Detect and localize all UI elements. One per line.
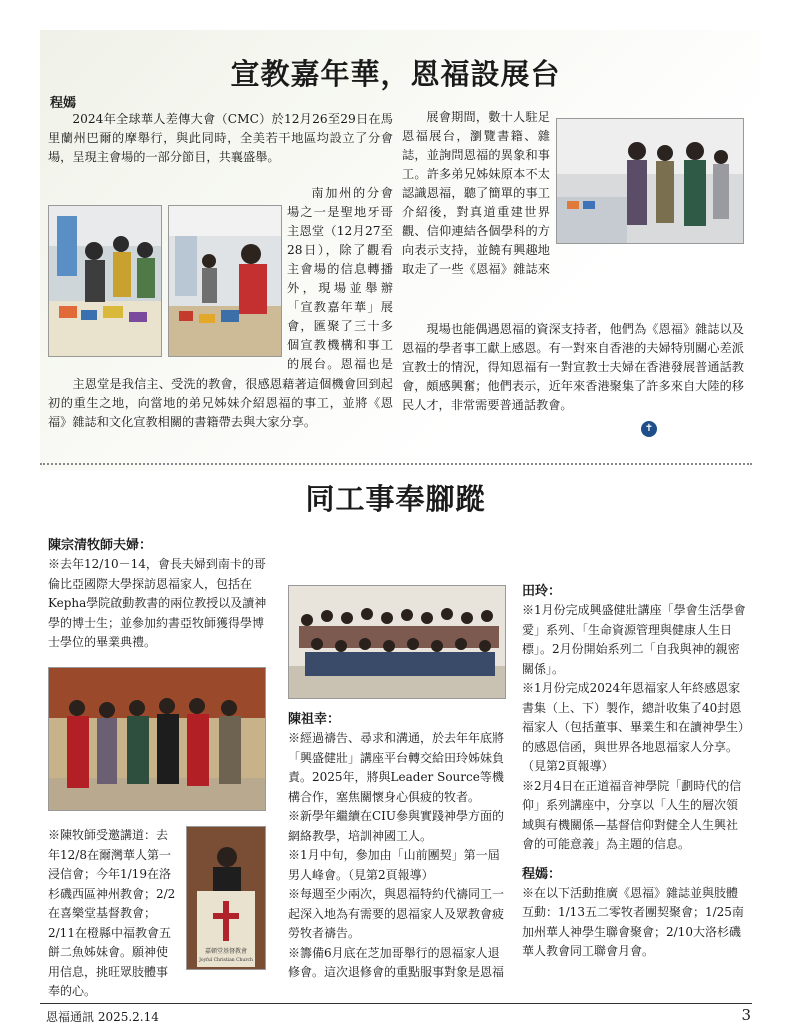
article1-paragraph-4-top <box>402 108 550 276</box>
enfu-logo-icon: ✝ <box>641 421 657 437</box>
footer-rule <box>40 1003 752 1004</box>
chen-preaching-note: ※陳牧師受邀講道：去年12/8在爾灣華人第一浸信會；今年1/19在洛杉磯西區神州教會；2/2在喜樂堂基督教會；2/11在橙縣中福教會五餅二魚姊妹會。願神使用信息，挑旺眾肢體事奉的心。 <box>48 828 176 998</box>
note-item: ※1月份完成2024年恩福家人年終感恩家書集（上、下）製作，總計收集了40封恩福家人（包括董事、畢業生和在讀神學生）的感恩信函，與世界各地恩福家人分享。（見第2頁報導） <box>522 681 745 773</box>
person-heading: 程嫣： <box>522 866 562 882</box>
graduation-photo-image <box>49 668 265 810</box>
graduation-photo <box>48 667 266 811</box>
banner-text: 嘉頓堂基督教會 <box>204 948 248 955</box>
article-author: 程嫣 <box>50 96 77 111</box>
expo-photo-2-image <box>169 206 281 356</box>
person-heading: 陳祖幸： <box>288 712 341 727</box>
section-title: 同工事奉腳蹤 <box>305 482 486 516</box>
expo-photo-1 <box>48 205 162 357</box>
preaching-photo-image <box>187 827 265 969</box>
column-1 <box>48 530 272 653</box>
article-title: 宣教嘉年華，恩福設展台 <box>230 57 561 91</box>
paragraph-text: 現場也能偶遇恩福的資深支持者，他們為《恩福》雜誌以及恩福的學者事工獻上感恩。有一對來自香港的夫婦特別關心差派宣教士的情況，得知恩福有一對宣教士夫婦在香港發展普通話教會，頗感興奮；他們表示，近年來香港聚集了許多來自大陸的移民人才，非常需要普通話教會。 <box>402 322 744 412</box>
column-2 <box>288 704 506 984</box>
expo-photo-3 <box>556 118 744 244</box>
banner-text-en: Joyful Christian Church <box>199 958 253 963</box>
page-number: 3 <box>741 1006 751 1024</box>
person-heading: 田玲： <box>522 584 562 599</box>
article1-paragraph-1 <box>48 110 393 167</box>
section-divider <box>40 463 752 465</box>
note-item: ※1月份完成興盛健壯講座「學會生活學會愛」系列、「生命資源管理與健康人生日標」。2月份開始系列二「自我與神的親密關係」。 <box>522 603 746 676</box>
paragraph-text: 南加州的分會場之一是聖地牙哥主恩堂（12月27至28日），除了觀看主會場的信息轉播外，現場並舉辦「宣教嘉年華」展會，匯聚了三十多個宣教機構和事工的展台。恩福也是 <box>287 186 393 371</box>
paragraph-text: 主恩堂是我信主、受洗的教會，很感恩藉著這個機會回到起初的重生之地，向當地的弟兄姊妹介紹恩福的事工，並將《恩福》雜誌和文化宣教相關的書籍帶去與大家分享。 <box>48 377 393 429</box>
sisters-group-photo <box>288 585 506 699</box>
sisters-group-photo-image <box>289 586 505 698</box>
expo-photo-3-image <box>557 119 743 243</box>
expo-photo-2 <box>168 205 282 357</box>
preaching-photo <box>186 826 266 970</box>
note-item: ※每週至少兩次，與恩福特約代禱同工一起深入地為有需要的恩福家人及眾教會疲勞牧者禱告。 <box>288 887 505 940</box>
article1-paragraph-2-top <box>287 184 393 374</box>
paragraph-text: 2024年全球華人差傳大會（CMC）於12月26至29日在馬里蘭州巴爾的摩舉行，與此同時，全美若干地區均設立了分會場，呈現主會場的一部分節目，共襄盛舉。 <box>48 112 393 164</box>
article1-paragraph-5 <box>402 320 744 435</box>
expo-photo-1-image <box>49 206 161 356</box>
note-item: ※1月中旬，參加由「山前團契」第一屆男人峰會。（見第2頁報導） <box>288 848 500 882</box>
footer-publication: 恩福通訊 2025.2.14 <box>46 1010 159 1024</box>
note-item: ※經過禱告、尋求和溝通，於去年年底將「興盛健壯」講座平台轉交給田玲姊妹負責。2025年，將與Leader Source等機構合作，塞焦關懷身心俱疲的牧者。 <box>288 731 505 804</box>
note-item: ※去年12/10－14，會長夫婦到南卡的哥倫比亞國際大學探訪恩福家人，包括在Kepha學院啟動教書的兩位教授以及讀神學的博士生；並參加約書亞牧師獲得學博士學位的畢業典禮。 <box>48 557 267 649</box>
note-item: ※2月4日在正道福音神學院「劃時代的信仰」系列講座中，分享以「人生的層次領域與有機關係—基督信仰對健全人生興社會的可能意義」為主題的信息。 <box>522 778 742 851</box>
person-heading: 陳宗清牧師夫婦： <box>48 538 153 553</box>
paragraph-text: 展會期間，數十人駐足恩福展台，瀏覽書籍、雜誌，並詢問恩福的異象和事工。許多弟兄姊妹原本不太認識恩福，聽了簡單的事工介紹後，對真道重建世界觀、信仰連結各個學科的方向表示支持，並饒有興趣地取走了一些《恩福》雜誌來 <box>402 110 550 276</box>
note-item: ※在以下活動推廣《恩福》雜誌並與肢體互動：1/13五二零牧者團契聚會；1/25南加州華人神學生聯會聚會；2/10大洛杉磯華人教會同工聯會月會。 <box>522 885 744 958</box>
column-3 <box>522 576 746 962</box>
note-item: ※籌備6月底在芝加哥舉行的恩福家人退修會。這次退修會的重點服事對象是恩福 <box>288 945 505 979</box>
article1-paragraph-3 <box>48 375 393 451</box>
note-item: ※新學年繼續在CIU參與實踐神學方面的網絡教學，培訓神國工人。 <box>288 809 505 843</box>
